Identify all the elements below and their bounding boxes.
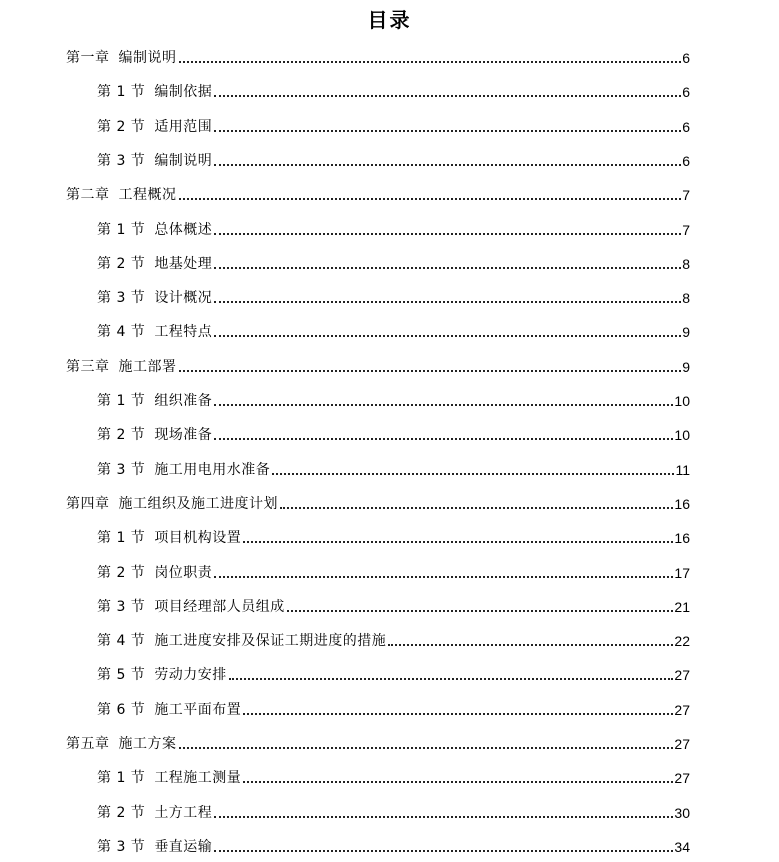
toc-section-entry[interactable]: [97, 150, 690, 170]
dot-leader: [243, 781, 673, 783]
toc-section-entry[interactable]: [97, 116, 690, 136]
toc-entry-page-number: 16: [674, 495, 690, 512]
toc-chapter-entry[interactable]: [66, 733, 690, 753]
toc-entry-label: [97, 769, 241, 787]
toc-entry-text: 总体概述: [154, 221, 213, 238]
dot-leader: [214, 850, 673, 852]
toc-entry-label: [66, 49, 177, 67]
toc-section-entry[interactable]: [97, 390, 690, 410]
toc-entry-page-number: 10: [674, 427, 690, 444]
toc-section-entry[interactable]: [97, 219, 690, 239]
toc-title: 目录: [367, 8, 412, 32]
toc-entry-page-number: 6: [682, 118, 690, 135]
toc-entry-page-number: 27: [674, 770, 690, 787]
toc-entry-number: 第 3 节: [97, 290, 146, 307]
toc-entry-page-number: 7: [682, 187, 690, 204]
toc-entry-text: 工程施工测量: [154, 770, 242, 787]
toc-entry-label: [97, 701, 241, 719]
toc-entry-page-number: 16: [674, 530, 690, 547]
dot-leader: [179, 61, 682, 63]
dot-leader: [214, 816, 673, 818]
toc-entry-text: 项目经理部人员组成: [154, 598, 285, 615]
toc-section-entry[interactable]: [97, 253, 690, 273]
toc-entry-text: 现场准备: [154, 427, 213, 444]
toc-entry-number: 第三章: [66, 358, 110, 375]
toc-entry-number: 第二章: [66, 187, 110, 204]
toc-entry-page-number: 30: [674, 804, 690, 821]
toc-section-entry[interactable]: [97, 81, 690, 101]
toc-entry-text: 施工组织及施工进度计划: [118, 495, 278, 512]
toc-section-entry[interactable]: [97, 802, 690, 822]
toc-entry-label: [97, 289, 212, 307]
toc-entry-text: 施工方案: [118, 736, 177, 752]
toc-entry-number: 第四章: [66, 495, 110, 512]
toc-entry-number: 第 1 节: [97, 393, 146, 409]
dot-leader: [388, 644, 673, 646]
toc-entry-label: [97, 632, 386, 650]
toc-entry-number: 第 1 节: [97, 770, 146, 787]
toc-section-entry[interactable]: [97, 287, 690, 307]
toc-entry-page-number: 27: [674, 667, 690, 684]
toc-entry-label: [97, 838, 212, 856]
toc-entry-text: 地基处理: [154, 255, 213, 272]
toc-entry-label: [97, 221, 212, 239]
dot-leader: [214, 164, 681, 166]
dot-leader: [179, 747, 674, 749]
toc-entry-text: 工程概况: [118, 187, 177, 204]
toc-entry-page-number: 22: [674, 633, 690, 650]
dot-leader: [214, 576, 673, 578]
toc-entry-text: 施工用电用水准备: [154, 461, 271, 478]
toc-entry-label: [66, 735, 177, 753]
toc-entry-number: 第 1 节: [97, 221, 146, 238]
toc-entry-page-number: 27: [674, 736, 690, 752]
toc-entry-page-number: 11: [675, 461, 690, 478]
toc-entry-label: [97, 461, 270, 479]
toc-section-entry[interactable]: [97, 767, 690, 787]
toc-entry-number: 第 1 节: [97, 84, 146, 101]
toc-entry-text: 组织准备: [154, 393, 213, 409]
toc-entry-number: 第五章: [66, 736, 110, 752]
toc-entry-number: 第 2 节: [97, 564, 146, 581]
toc-chapter-entry[interactable]: [66, 184, 690, 204]
toc-section-entry[interactable]: [97, 699, 690, 719]
toc-entry-text: 施工部署: [118, 358, 177, 375]
dot-leader: [214, 404, 673, 406]
dot-leader: [243, 541, 673, 543]
dot-leader: [214, 301, 681, 303]
toc-entry-page-number: 6: [682, 84, 690, 101]
dot-leader: [179, 370, 682, 372]
toc-entry-label: [66, 186, 177, 204]
toc-chapter-entry[interactable]: [66, 356, 690, 376]
toc-entry-label: [97, 598, 285, 616]
toc-section-entry[interactable]: [97, 459, 690, 479]
dot-leader: [214, 335, 681, 337]
toc-entry-label: [97, 83, 212, 101]
toc-entry-label: [97, 564, 212, 582]
toc-entry-text: 工程特点: [154, 324, 213, 341]
toc-entry-page-number: 8: [682, 255, 690, 272]
toc-entry-label: [97, 392, 212, 410]
toc-entry-label: [97, 152, 212, 170]
toc-section-entry[interactable]: [97, 424, 690, 444]
dot-leader: [214, 95, 681, 97]
toc-entry-label: [97, 118, 212, 136]
toc-entry-number: 第 2 节: [97, 804, 146, 821]
toc-section-entry[interactable]: [97, 321, 690, 341]
dot-leader: [287, 610, 674, 612]
toc-entry-label: [97, 804, 212, 822]
dot-leader: [214, 438, 673, 440]
toc-entry-number: 第 2 节: [97, 118, 146, 135]
toc-section-entry[interactable]: [97, 527, 690, 547]
toc-entry-text: 土方工程: [154, 804, 213, 821]
toc-entry-number: 第 3 节: [97, 838, 146, 855]
toc-entry-text: 岗位职责: [154, 564, 213, 581]
toc-entry-text: 施工平面布置: [154, 701, 242, 718]
toc-entry-page-number: 17: [674, 564, 690, 581]
dot-leader: [214, 130, 681, 132]
toc-entry-page-number: 9: [682, 324, 690, 341]
toc-entry-page-number: 8: [682, 290, 690, 307]
toc-entry-label: [66, 495, 278, 513]
toc-entry-text: 适用范围: [154, 118, 213, 135]
toc-entry-page-number: 34: [674, 838, 690, 855]
toc-chapter-entry[interactable]: [66, 493, 690, 513]
toc-chapter-entry[interactable]: [66, 47, 690, 67]
toc-entry-number: 第 5 节: [97, 667, 146, 684]
toc-section-entry[interactable]: [97, 630, 690, 650]
toc-section-entry[interactable]: [97, 596, 690, 616]
toc-entry-text: 编制依据: [154, 84, 213, 101]
toc-entry-label: [97, 323, 212, 341]
dot-leader: [179, 198, 682, 200]
toc-entry-label: [97, 255, 212, 273]
toc-entry-page-number: 6: [682, 50, 690, 66]
toc-entry-number: 第 2 节: [97, 427, 146, 444]
toc-entry-number: 第 3 节: [97, 598, 146, 615]
toc-entry-page-number: 27: [674, 701, 690, 718]
toc-entry-number: 第 3 节: [97, 152, 146, 169]
toc-entry-page-number: 7: [682, 221, 690, 238]
toc-entry-number: 第 4 节: [97, 324, 146, 341]
toc-entry-text: 编制说明: [118, 50, 177, 66]
toc-entry-text: 垂直运输: [154, 838, 213, 855]
toc-entry-page-number: 10: [674, 393, 690, 409]
dot-leader: [243, 713, 673, 715]
dot-leader: [214, 267, 681, 269]
toc-entry-page-number: 6: [682, 152, 690, 169]
toc-entry-text: 劳动力安排: [154, 667, 227, 684]
toc-entry-page-number: 9: [682, 358, 690, 375]
toc-section-entry[interactable]: [97, 664, 690, 684]
dot-leader: [214, 233, 681, 235]
toc-entry-label: [97, 666, 227, 684]
toc-section-entry[interactable]: [97, 836, 690, 856]
toc-entry-number: 第一章: [66, 50, 110, 66]
dot-leader: [272, 473, 674, 475]
dot-leader: [229, 678, 674, 680]
toc-entry-page-number: 21: [674, 598, 690, 615]
toc-entry-number: 第 6 节: [97, 701, 146, 718]
toc-entry-label: [97, 529, 241, 547]
toc-entry-number: 第 2 节: [97, 255, 146, 272]
toc-entry-number: 第 4 节: [97, 633, 146, 650]
toc-entry-label: [97, 426, 212, 444]
toc-entry-text: 设计概况: [154, 290, 213, 307]
toc-entry-label: [66, 358, 177, 376]
toc-section-entry[interactable]: [97, 562, 690, 582]
toc-entry-text: 项目机构设置: [154, 530, 242, 547]
dot-leader: [280, 507, 673, 509]
toc-entry-number: 第 3 节: [97, 461, 146, 478]
toc-entry-text: 编制说明: [154, 152, 213, 169]
toc-entry-text: 施工进度安排及保证工期进度的措施: [154, 633, 387, 650]
toc-entry-number: 第 1 节: [97, 530, 146, 547]
